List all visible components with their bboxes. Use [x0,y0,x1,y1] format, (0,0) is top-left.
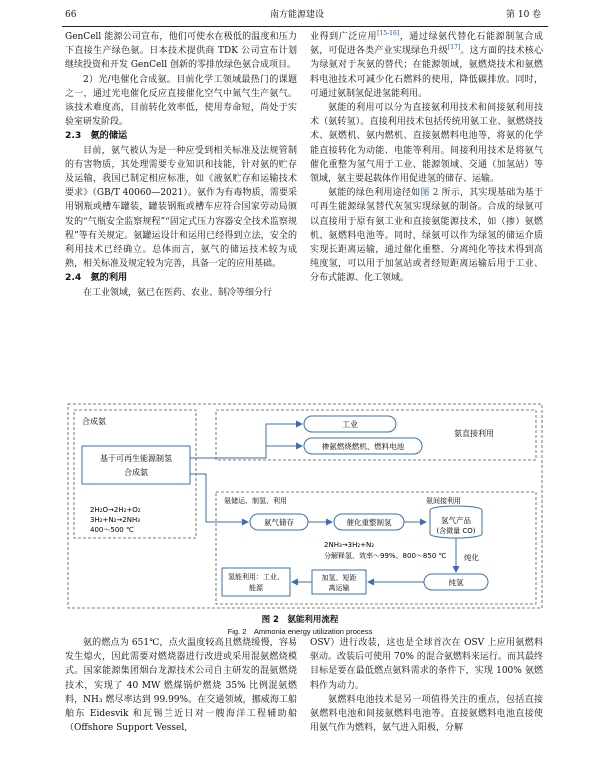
paragraph: 氨燃料电池技术是另一项值得关注的重点，包括直接氨燃料电池和间接氨燃料电池等。直接氨燃料电池直接使用氨气作为燃料，氨气进入阳极，分解 [310,694,543,734]
box-label: 基于可再生能源制氢 [100,454,172,463]
paragraph: GenCell 能源公司宣布，他们可使水在极低的温度和压力下直接生产绿色氨。日本技术提供商 TDK 公司宣布计划继续投资和开发 GenCell 创新的零排放绿色氨合成项目。 [65,32,297,71]
text-run: ，通过绿氨代替化石能源制氢合成氨，可促进各类产业实现绿色升级 [310,32,543,57]
box-label: 工业 [342,420,358,429]
bottom-right-column [310,636,543,735]
page-header [0,0,600,28]
citation[interactable]: [15-16] [377,30,400,37]
volume-label: 第 10 卷 [506,10,542,20]
box-label: 氢气产品 [441,516,471,525]
right-column [310,30,543,286]
paragraph: 氨的燃点为 651℃，点火温度较高且燃烧缓慢，容易发生熄火，因此需要对燃烧器进行改进或采用混氨燃烧模式。国家能源集团烟台龙源技术公司自主研发的混氨燃烧技术，实现了 40 MW 燃煤锅炉燃烧 35% 比例混氨燃料，NH₃ 燃尽率达到 99.99%。在交通领域，挪威海工船舶东 Eidesvik 和瓦锡兰近日对一艘海洋工程辅助船（Offshore Support Vessel, [65,638,297,734]
box-label: 掺氨燃烧燃机、燃料电池 [321,442,405,451]
equation: 2H₂O→2H₂+O₂ [90,506,141,514]
ammonia-flow-diagram [66,402,544,612]
text-run: 所示，其实现基础为基于可再生能源绿氢替代灰氢实现绿氨的制备。合成的绿氨可以直接用于原有氨工业和直接氨能源技术，如（掺）氨燃机、氨燃料电池等。同时，绿氨可以作为绿氢的储运介质实现长距离运输，通过催化重整、分离纯化等技术得到高纯度氢，可以用于加氢站或者经短距离运输后用于工业、分布式能源、化工领域。 [310,188,543,284]
equation: 2NH₃→3H₂+N₂ [324,541,375,549]
citation[interactable]: [17] [447,44,461,52]
box-label: 催化重整制氢 [346,518,392,527]
equation: 分解释氢、效率～99%、800～850 ℃ [324,552,447,560]
box-label: 能源 [249,584,263,592]
equation: 400～500 ℃ [90,526,134,534]
paragraph: OSV）进行改装，这也是全球首次在 OSV 上应用氨燃料驱动。改装后可使用 70% 的混合氨燃料来运行。而其最终目标是要在最低燃点氨料需求的条件下，实现 100% 氨燃料作为动力。 [310,638,543,691]
page-number: 66 [65,10,77,20]
storage-zone-label: 氨储运、制氢、利用 [224,497,287,505]
synthesis-zone-label: 合成氨 [82,417,106,426]
box-label: 纯氢 [448,578,464,587]
figure-caption-en: Fig. 2 Ammonia energy utilization process [227,627,373,636]
figure-link[interactable]: 图 2 [420,188,439,199]
header-rule [62,26,548,27]
equation: 3H₂+N₂→2NH₃ [90,516,141,524]
box-label: (含微量 CO) [436,527,476,535]
text-run: 氨能的绿色利用途径如 [328,188,421,199]
text-run: 业得到广泛应用 [310,32,378,42]
figure-caption-cn: 图 2 氨能利用流程 [261,615,339,625]
purify-label: 纯化 [464,553,479,562]
bottom-left-column [65,636,297,735]
paragraph: 在工业领域，氨已在医药、农业、制冷等细分行 [83,287,273,298]
flow-arrow [190,424,302,458]
paragraph: 目前，氨气被认为是一种应受到相关标准及法规管制的有害物质，其处理需要专业知识和技能，针对氨的贮存及运输，我国已制定相应标准，如《液氨贮存和运输技术要求》（GB/T 40060—2021）。氨作为有毒物质，需要采用钢瓶或槽车罐装，罐装钢瓶或槽车应符合国家劳动局颁发的“气瓶安全监察规程”“固定式压力容器安全技术监察规程”等有关规定。氨罐运设计和运用已经得到立法，安全的利用技术已经确立。总体而言，氨气的储运技术较为成熟，相关标准及规定较为完善，具备一定的应用基础。 [65,145,297,270]
box-label: 离运输 [328,584,350,592]
box-label: 加氢、短距 [321,574,357,582]
paragraph: 氨能的利用可以分为直接氨利用技术和间接氨利用技术（氨转氢）。直接利用技术包括传统用氨工业、氨燃烧技术、氨燃机、氨内燃机、直接氨燃料电池等，将氨的化学能直接转化为动能、电能等利用。间接利用技术是将氨气催化重整为氢气用于工业、能源领域、交通（加氢站）等领域，氨主要起载体作用促进氢的储存、运输。 [310,103,543,185]
section-heading: 2.4 氨的利用 [65,272,128,284]
journal-name: 南方能源建设 [270,10,325,20]
text-run: 。这方面的技术核心为绿氨对于灰氨的替代；在能源领域，氨燃烧技术和氨燃料电池技术可减少化石燃料的使用，降低碳排放。同时，可通过氨制氢促进氢能利用。 [310,46,543,99]
box-label: 氢能利用：工业、 [228,573,284,581]
renewable-ammonia-box [82,446,190,484]
left-column [65,30,297,300]
paragraph [310,186,543,285]
indirect-use-label: 氨间接利用 [426,497,461,505]
box-label: 合成氨 [124,468,148,477]
paragraph: 2）光/电催化合成氨。目前化学工领域最热门的课题之一，通过光电催化反应直接催化空气中氮气生产氨气。该技术难度高，目前转化效率低，使用寿命短，尚处于实验室研发阶段。 [65,74,297,128]
section-heading: 2.3 氨的储运 [65,130,128,142]
box-label: 氨气储存 [264,518,294,527]
direct-use-label: 氨直接利用 [454,429,494,438]
paragraph [310,30,543,101]
